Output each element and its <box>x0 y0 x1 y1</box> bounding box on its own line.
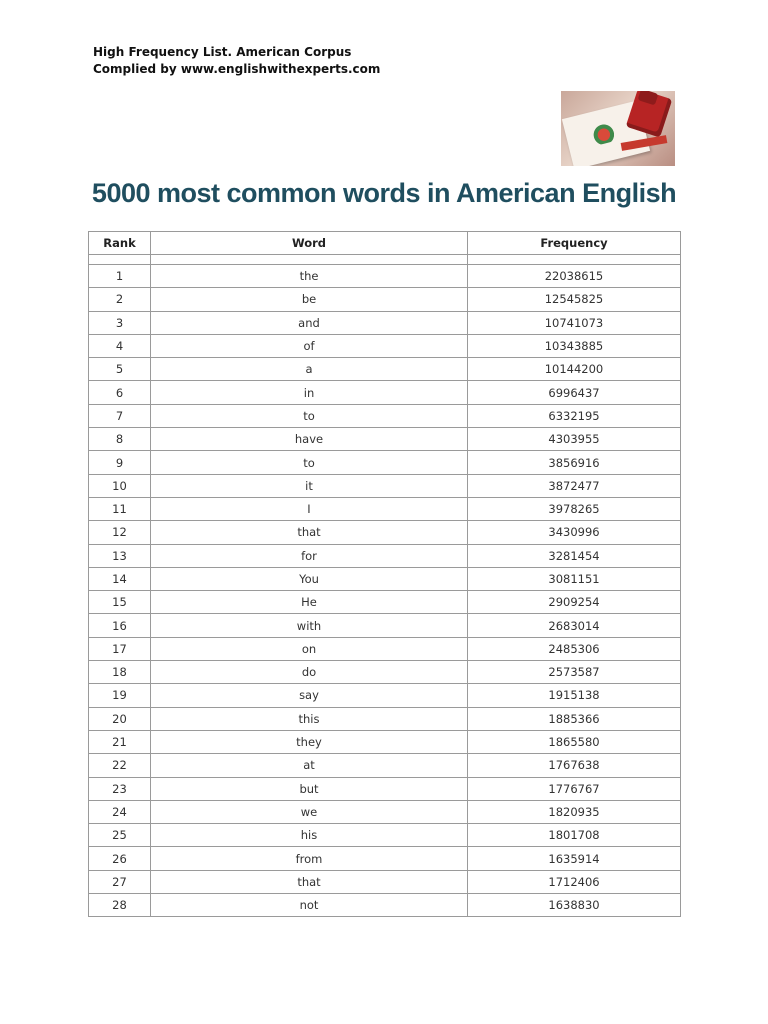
rank-cell: 28 <box>89 894 151 917</box>
word-cell: to <box>151 404 468 427</box>
word-cell: a <box>151 358 468 381</box>
frequency-cell: 1820935 <box>468 800 681 823</box>
frequency-cell: 1776767 <box>468 777 681 800</box>
rank-cell: 1 <box>89 265 151 288</box>
table-row <box>89 777 681 800</box>
frequency-cell: 2909254 <box>468 591 681 614</box>
rank-cell: 20 <box>89 707 151 730</box>
table-row <box>89 381 681 404</box>
stamp-photo <box>561 91 675 166</box>
table-row <box>89 800 681 823</box>
word-cell: He <box>151 591 468 614</box>
word-cell: it <box>151 474 468 497</box>
header-corpus-line: High Frequency List. American Corpus <box>93 45 352 59</box>
seal-emblem <box>586 118 620 147</box>
rank-cell: 10 <box>89 474 151 497</box>
table-row <box>89 311 681 334</box>
word-cell: at <box>151 754 468 777</box>
table-row <box>89 894 681 917</box>
rank-cell: 18 <box>89 661 151 684</box>
word-cell: but <box>151 777 468 800</box>
rank-cell: 13 <box>89 544 151 567</box>
rank-cell: 4 <box>89 334 151 357</box>
word-cell: the <box>151 265 468 288</box>
rank-cell: 9 <box>89 451 151 474</box>
word-cell: we <box>151 800 468 823</box>
rank-cell: 2 <box>89 288 151 311</box>
word-cell: of <box>151 334 468 357</box>
table-row <box>89 614 681 637</box>
page-title: 5000 most common words in American English <box>91 178 677 208</box>
rank-cell: 7 <box>89 404 151 427</box>
rank-cell: 19 <box>89 684 151 707</box>
table-row <box>89 591 681 614</box>
rank-cell: 24 <box>89 800 151 823</box>
table-spacer-row <box>89 255 681 265</box>
table-row <box>89 847 681 870</box>
frequency-cell: 3978265 <box>468 497 681 520</box>
word-cell: his <box>151 824 468 847</box>
table-row <box>89 707 681 730</box>
word-cell: that <box>151 870 468 893</box>
frequency-cell: 1865580 <box>468 730 681 753</box>
frequency-cell: 6332195 <box>468 404 681 427</box>
table-row <box>89 451 681 474</box>
word-cell: with <box>151 614 468 637</box>
rank-cell: 15 <box>89 591 151 614</box>
rank-cell: 27 <box>89 870 151 893</box>
frequency-cell: 10144200 <box>468 358 681 381</box>
rank-cell: 21 <box>89 730 151 753</box>
rank-cell: 22 <box>89 754 151 777</box>
table-row <box>89 754 681 777</box>
word-cell: and <box>151 311 468 334</box>
frequency-cell: 3430996 <box>468 521 681 544</box>
frequency-cell: 3281454 <box>468 544 681 567</box>
rank-cell: 12 <box>89 521 151 544</box>
rank-cell: 17 <box>89 637 151 660</box>
rank-cell: 3 <box>89 311 151 334</box>
table-row <box>89 404 681 427</box>
word-cell: this <box>151 707 468 730</box>
frequency-cell: 2573587 <box>468 661 681 684</box>
frequency-cell: 1767638 <box>468 754 681 777</box>
table-row <box>89 265 681 288</box>
frequency-cell: 1638830 <box>468 894 681 917</box>
word-cell: You <box>151 567 468 590</box>
header-compiler-line: Complied by www.englishwithexperts.com <box>93 62 381 76</box>
word-cell: I <box>151 497 468 520</box>
frequency-cell: 10343885 <box>468 334 681 357</box>
table-row <box>89 334 681 357</box>
rank-cell: 11 <box>89 497 151 520</box>
frequency-cell: 2485306 <box>468 637 681 660</box>
frequency-cell: 6996437 <box>468 381 681 404</box>
table-body <box>89 265 681 917</box>
rank-cell: 14 <box>89 567 151 590</box>
table-row <box>89 544 681 567</box>
table-row <box>89 428 681 451</box>
table-header-row <box>89 232 681 255</box>
table-row <box>89 637 681 660</box>
frequency-cell: 1885366 <box>468 707 681 730</box>
rank-cell: 5 <box>89 358 151 381</box>
frequency-cell: 10741073 <box>468 311 681 334</box>
word-cell: for <box>151 544 468 567</box>
word-cell: have <box>151 428 468 451</box>
word-cell: that <box>151 521 468 544</box>
spacer-cell <box>89 255 151 265</box>
frequency-cell: 3872477 <box>468 474 681 497</box>
table-row <box>89 474 681 497</box>
frequency-cell: 1635914 <box>468 847 681 870</box>
table-row <box>89 521 681 544</box>
word-cell: not <box>151 894 468 917</box>
table-row <box>89 684 681 707</box>
word-cell: say <box>151 684 468 707</box>
frequency-cell: 3081151 <box>468 567 681 590</box>
rank-cell: 6 <box>89 381 151 404</box>
word-cell: on <box>151 637 468 660</box>
frequency-cell: 1712406 <box>468 870 681 893</box>
frequency-cell: 3856916 <box>468 451 681 474</box>
word-cell: they <box>151 730 468 753</box>
frequency-cell: 1915138 <box>468 684 681 707</box>
rank-cell: 16 <box>89 614 151 637</box>
rank-cell: 23 <box>89 777 151 800</box>
word-cell: be <box>151 288 468 311</box>
table-row <box>89 661 681 684</box>
table-row <box>89 870 681 893</box>
spacer-cell <box>468 255 681 265</box>
frequency-cell: 1801708 <box>468 824 681 847</box>
table-row <box>89 288 681 311</box>
table-row <box>89 358 681 381</box>
word-cell: in <box>151 381 468 404</box>
document-header <box>93 44 380 78</box>
table-row <box>89 567 681 590</box>
table-row <box>89 730 681 753</box>
frequency-cell: 12545825 <box>468 288 681 311</box>
frequency-cell: 2683014 <box>468 614 681 637</box>
word-cell: to <box>151 451 468 474</box>
spacer-cell <box>151 255 468 265</box>
word-cell: do <box>151 661 468 684</box>
frequency-cell: 4303955 <box>468 428 681 451</box>
column-header-word: Word <box>151 232 468 255</box>
frequency-table <box>88 231 681 917</box>
rank-cell: 26 <box>89 847 151 870</box>
column-header-rank: Rank <box>89 232 151 255</box>
table-row <box>89 497 681 520</box>
rank-cell: 8 <box>89 428 151 451</box>
column-header-frequency: Frequency <box>468 232 681 255</box>
table-row <box>89 824 681 847</box>
frequency-cell: 22038615 <box>468 265 681 288</box>
rank-cell: 25 <box>89 824 151 847</box>
word-cell: from <box>151 847 468 870</box>
